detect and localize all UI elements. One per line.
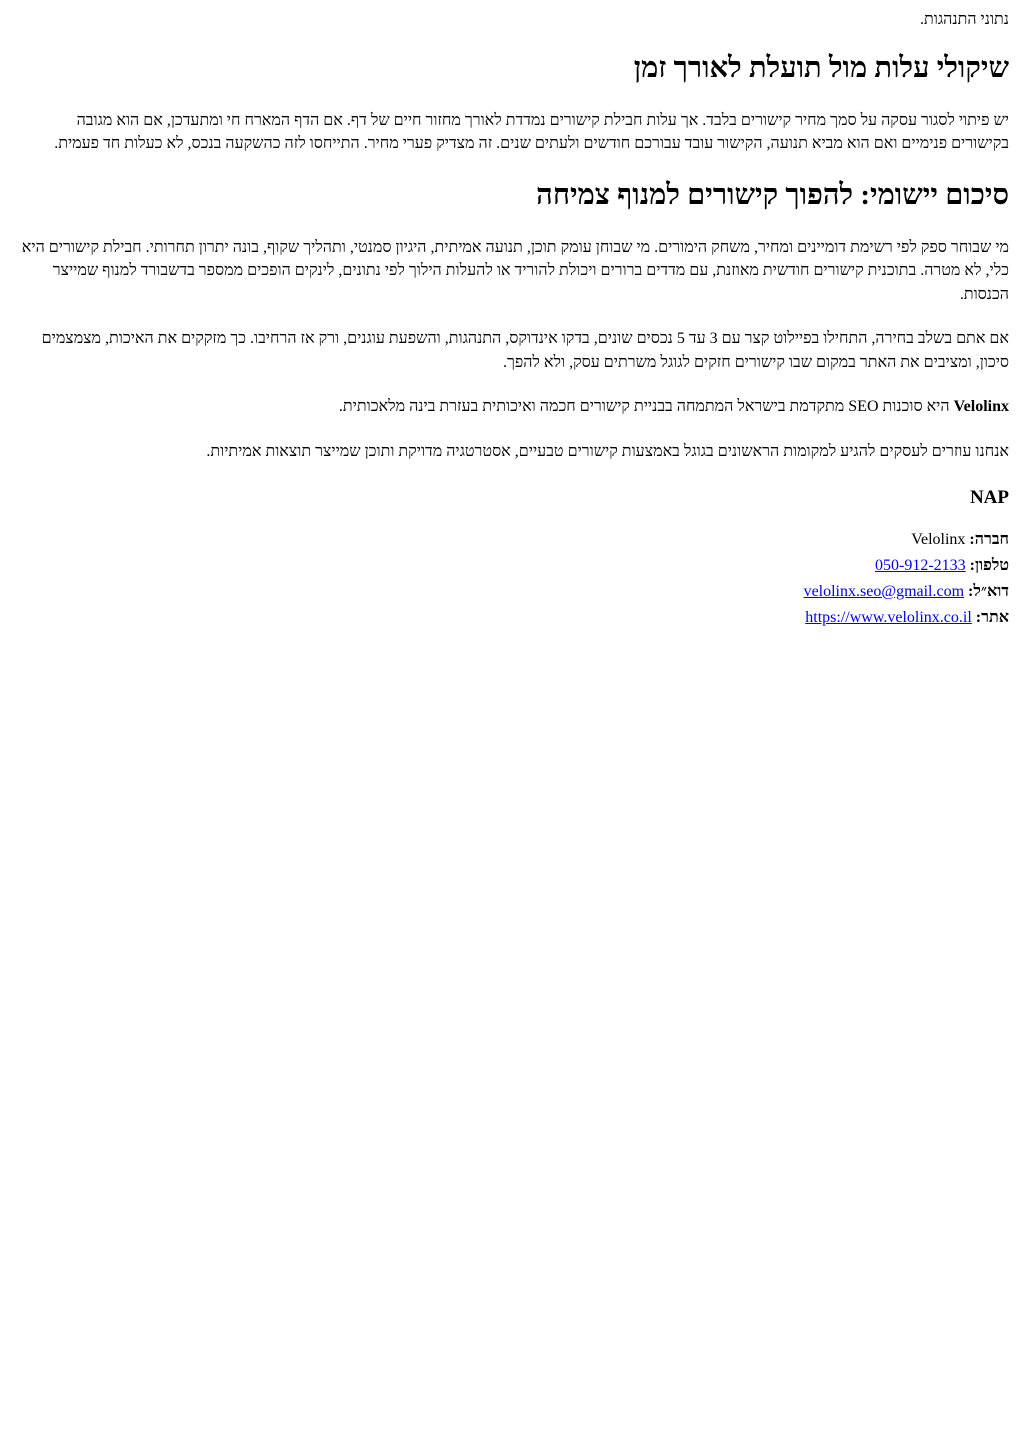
- contact-block: [15, 527, 1009, 631]
- brand-description: היא סוכנות SEO מתקדמת בישראל המתמחה בבניית קישורים חכמה ואיכותית בעזרת בינה מלאכותית.: [338, 398, 954, 416]
- company-label: חברה:: [969, 531, 1009, 549]
- phone-link[interactable]: 050-912-2133: [874, 557, 966, 575]
- website-link[interactable]: https://www.velolinx.co.il: [805, 608, 972, 626]
- company-line: [15, 527, 1009, 553]
- phone-line: [15, 553, 1009, 579]
- brand-name: Velolinx: [953, 398, 1009, 416]
- paragraph-mission: אנחנו עוזרים לעסקים להגיע למקומות הראשונים בגוגל באמצעות קישורים טבעיים, אסטרטגיה מדויקת ותוכן שמייצר תוצאות אמיתיות.: [206, 442, 1009, 460]
- company-value: Velolinx: [911, 531, 966, 549]
- email-label: דוא״ל:: [968, 583, 1009, 601]
- paragraph-fragment: נתוני התנהגות.: [920, 11, 1009, 28]
- paragraph-cost-benefit: יש פיתוי לסגור עסקה על סמך מחיר קישורים בלבד. אך עלות חבילת קישורים נמדדת לאורך מחזור חיים של דף. אם הדף המארח חי ומתעדכן, אם הוא מגובה בקישורים פנימיים ואם הוא מביא תנועה, הקישור עובד עבורכם חודשים ולעתים שנים. זה מצדיק פערי מחיר. התייחסו לזה כהשקעה בנכס, לא כעלות חד פעמית.: [54, 111, 1009, 153]
- nap-heading: NAP: [969, 487, 1009, 509]
- paragraph-about-brand: [15, 395, 1009, 419]
- heading-cost-benefit: שיקולי עלות מול תועלת לאורך זמן: [633, 52, 1009, 85]
- email-link[interactable]: velolinx.seo@gmail.com: [803, 583, 965, 601]
- document-page: [0, 0, 1024, 631]
- email-line: [15, 579, 1009, 605]
- website-line: [15, 605, 1009, 631]
- heading-summary: סיכום יישומי: להפוך קישורים למנוף צמיחה: [536, 178, 1009, 211]
- website-label: אתר:: [975, 608, 1009, 626]
- phone-label: טלפון:: [969, 557, 1009, 575]
- paragraph-summary-1: מי שבוחר ספק לפי רשימת דומיינים ומחיר, משחק הימורים. מי שבוחן עומק תוכן, תנועה אמיתית, היגיון סמנטי, ותהליך שקוף, בונה יתרון תחרותי. חבילת קישורים היא כלי, לא מטרה. בתוכנית קישורים חודשית מאוזנת, עם מדדים ברורים ויכולת להוריד או להעלות הילוך לפי נתונים, לינקים הופכים ממספר בדשבורד למנוף שמייצר הכנסות.: [21, 238, 1009, 303]
- paragraph-summary-2: אם אתם בשלב בחירה, התחילו בפיילוט קצר עם 3 עד 5 נכסים שונים, בדקו אינדוקס, התנהגות, והשפעת עוגנים, ורק אז הרחיבו. כך מזקקים את האיכות, מצמצמים סיכון, ומציבים את האתר במקום שבו קישורים חזקים לגוגל משרתים עסק, ולא להפך.: [41, 330, 1009, 371]
